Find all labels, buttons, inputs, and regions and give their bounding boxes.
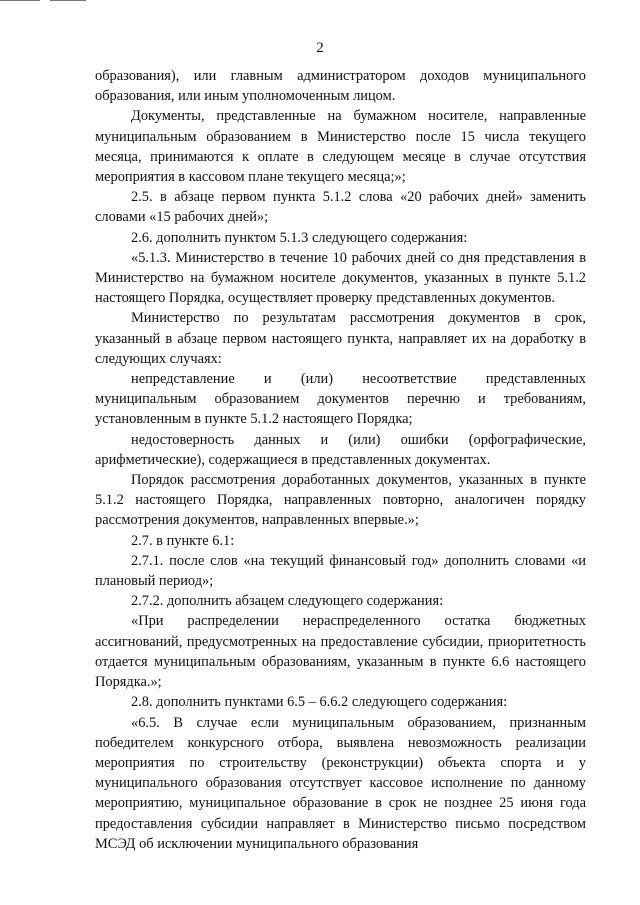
paragraph-2-8: 2.8. дополнить пунктами 6.5 – 6.6.2 следующего содержания: (131, 694, 508, 711)
paragraph-5-1-3: «5.1.3. Министерство в течение 10 рабочих дней со дня представления в Министерство на бумажном носителе документов, указанных в пункте 5.1.2 настоящего Порядка, осуществляет проверку представленных документов. (95, 249, 586, 307)
paragraph-2-7: 2.7. в пункте 6.1: (131, 532, 235, 549)
paragraph-2-6: 2.6. дополнить пунктом 5.1.3 следующего содержания: (131, 229, 468, 246)
paragraph-2-5: 2.5. в абзаце первом пункта 5.1.2 слова «20 рабочих дней» заменить словами «15 рабочих дней»; (95, 189, 586, 226)
scan-corner-mark (0, 0, 90, 2)
page-number: 2 (316, 40, 324, 56)
paragraph-priority: «При распределении нераспределенного остатка бюджетных ассигнований, предусмотренных на предоставление субсидии, приоритетность отдается муниципальным образованиям, указанным в пункте 6.6 настоящего Порядка.»; (95, 613, 586, 691)
paragraph-2-7-1: 2.7.1. после слов «на текущий финансовый год» дополнить словами «и плановый период»; (95, 552, 586, 590)
paragraph-ministry-review: Министерство по результатам рассмотрения документов в срок, указанный в абзаце первом настоящего пункта, направляет их на доработку в следующих случаях: (95, 310, 586, 367)
paragraph-documents-paper: Документы, представленные на бумажном носителе, направленные муниципальным образованием в Министерство после 15 числа текущего месяца, принимаются к оплате в следующем месяце в случае отсутствия мероприятия в кассовом плане текущего месяца;»; (95, 108, 586, 186)
paragraph-6-5: «6.5. В случае если муниципальным образованием, признанным победителем конкурсного отбора, выявлена невозможность реализации мероприятия по строительству (реконструкции) объекта спорта и у муниципального образования отсутствует кассовое исполнение по данному мероприятию, муниципальное образование в срок не позднее 25 июня года предоставления субсидии направляет в Министерство письмо посредством МСЭД об исключении муниципального образования (95, 714, 586, 852)
paragraph-case-nonsubmission: непредставление и (или) несоответствие представленных муниципальным образованием документов перечню и требованиям, установленным в пункте 5.1.2 настоящего Порядка; (95, 371, 586, 428)
paragraph-case-errors: недостоверность данных и (или) ошибки (орфографические, арифметические), содержащиеся в представленных документах. (95, 431, 586, 468)
paragraph-resubmission: Порядок рассмотрения доработанных документов, указанных в пункте 5.1.2 настоящего Порядка, направленных повторно, аналогичен порядку рассмотрения документов, направленных впервые.»; (95, 472, 586, 529)
document-body (95, 66, 586, 854)
paragraph-continuation: образования), или главным администратором доходов муниципального образования, или иным уполномоченным лицом. (95, 68, 586, 105)
paragraph-2-7-2: 2.7.2. дополнить абзацем следующего содержания: (131, 593, 444, 610)
